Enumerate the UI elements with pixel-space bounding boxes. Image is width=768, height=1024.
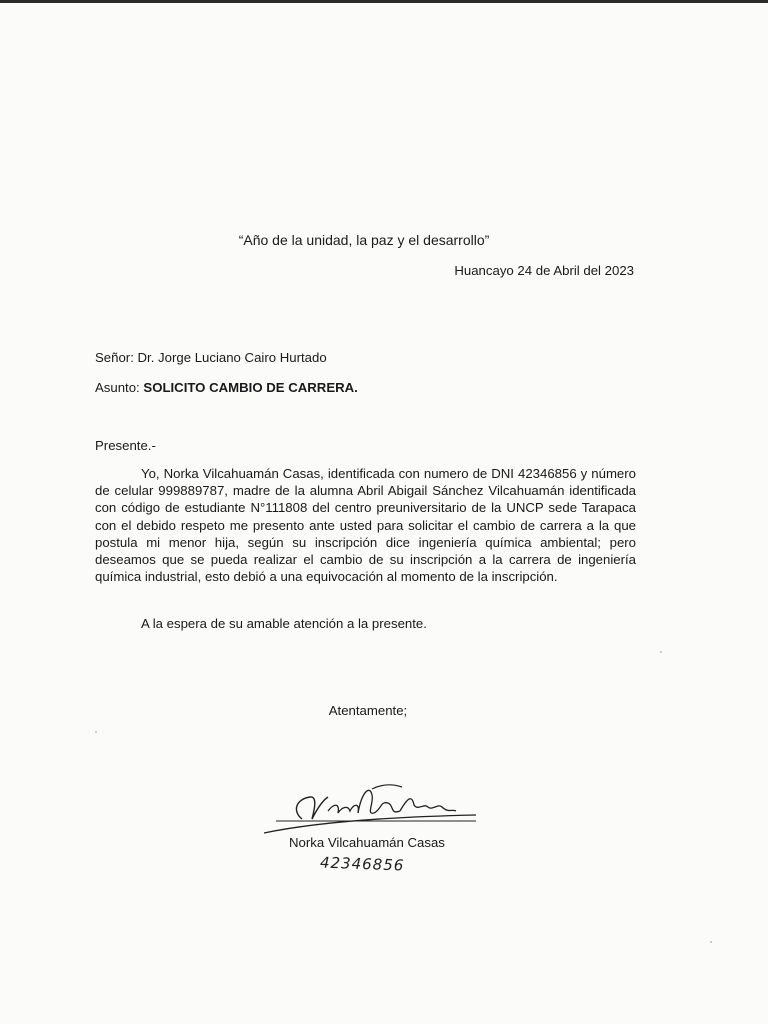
greeting: Presente.- [95, 438, 156, 453]
paper-speck [660, 651, 662, 653]
closing-paragraph: A la espera de su amable atención a la presente. [141, 616, 427, 631]
recipient-line [95, 349, 327, 366]
sign-off: Atentamente; [328, 703, 408, 718]
subject-label: Asunto: [95, 380, 140, 395]
paper-speck [710, 941, 712, 943]
recipient-name: Dr. Jorge Luciano Cairo Hurtado [137, 350, 327, 365]
year-motto: “Año de la unidad, la paz y el desarrollo” [238, 232, 490, 248]
subject-text: SOLICITO CAMBIO DE CARRERA. [143, 380, 358, 395]
paper-speck [95, 731, 97, 733]
handwritten-dni: 42346856 [319, 853, 405, 875]
signer-name: Norka Vilcahuamán Casas [289, 835, 445, 850]
body-paragraph: Yo, Norka Vilcahuamán Casas, identificada con numero de DNI 42346856 y número de celular 999889787, madre de la alumna Abril Abigail Sánchez Vilcahuamán identificada con código de estudiante N°111808 del centro preuniversitario de la UNCP sede Tarapaca con el debido respeto me presento ante usted para solicitar el cambio de carrera a la que postula mi menor hija, según su inscripción dice ingeniería química ambiental; pero deseamos que se pueda realizar el cambio de su inscripción a la carrera de ingeniería química industrial, esto debió a una equivocación al momento de la inscripción. [95, 466, 636, 585]
handwritten-signature [262, 781, 482, 837]
subject-line [95, 379, 358, 396]
date-line: Huancayo 24 de Abril del 2023 [454, 263, 634, 278]
recipient-label: Señor: [95, 350, 134, 365]
